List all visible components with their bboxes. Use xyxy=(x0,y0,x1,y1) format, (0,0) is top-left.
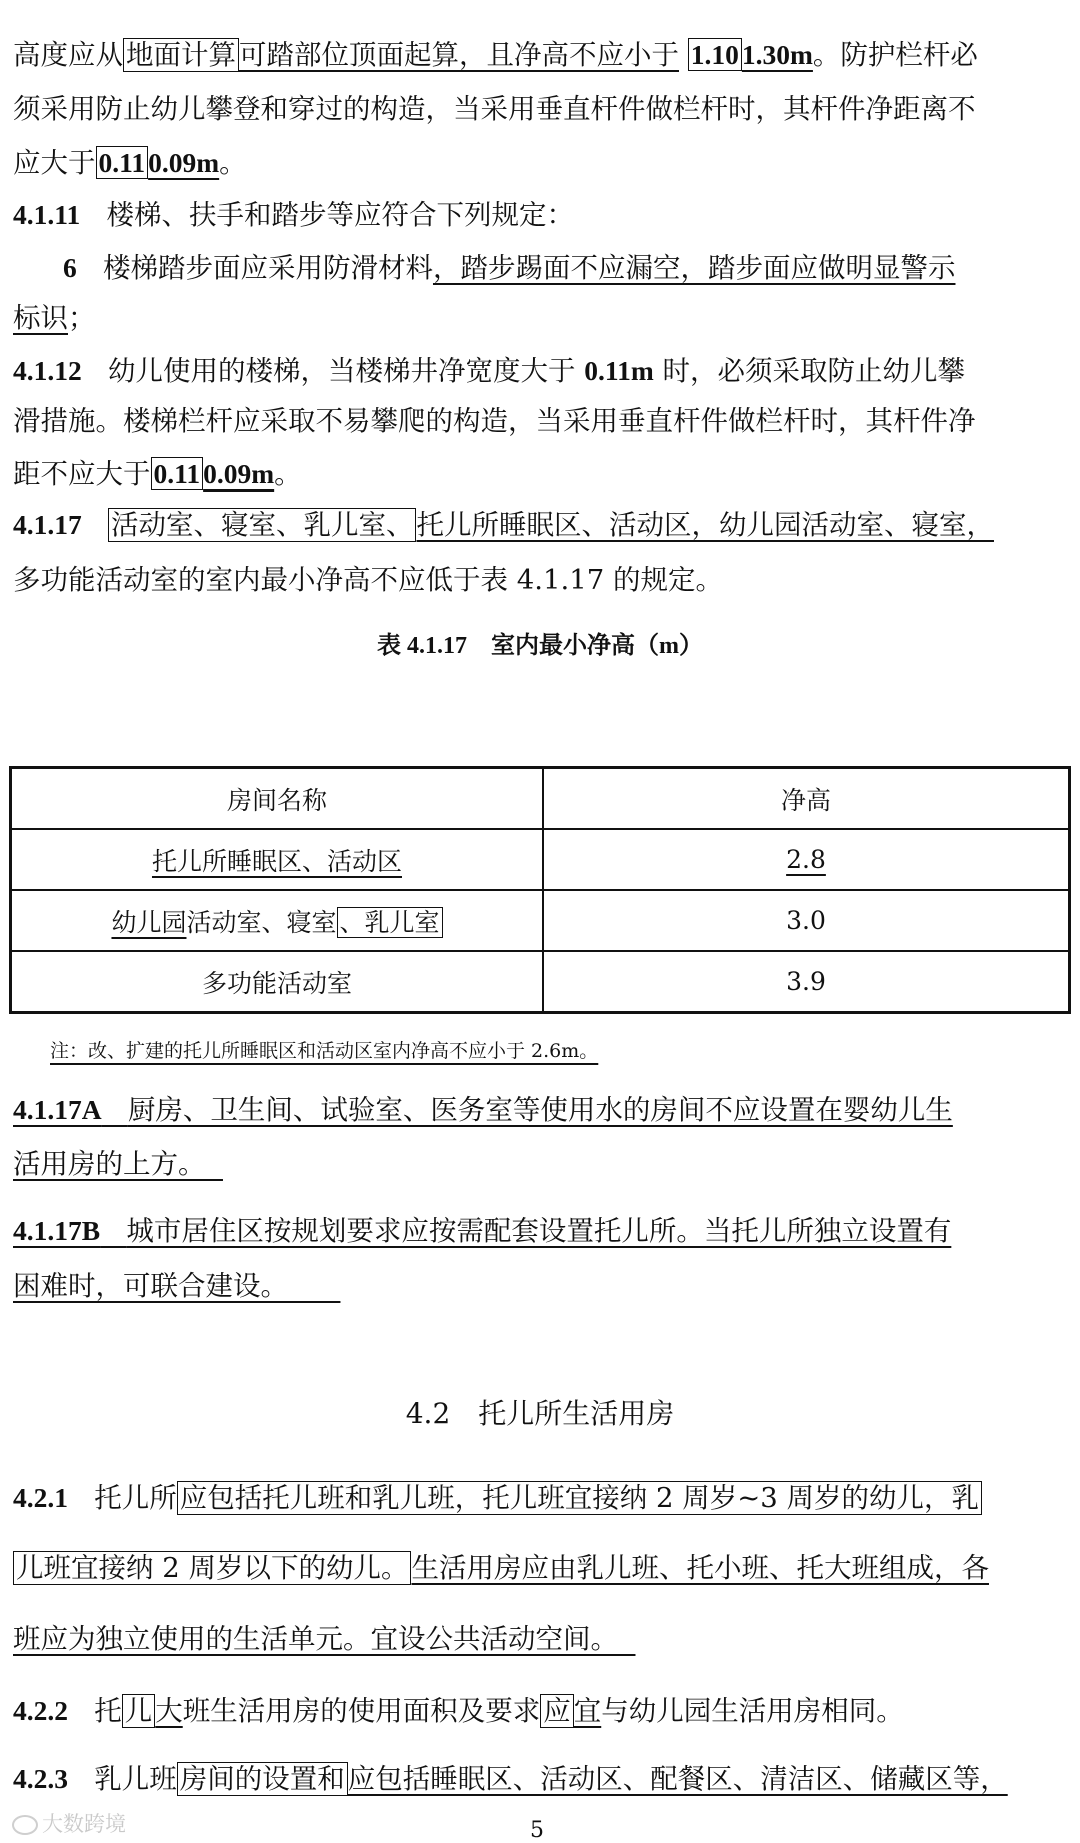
text: 班生活用房的使用面积及要求 xyxy=(182,1695,541,1727)
text: 。 xyxy=(219,147,247,179)
section-heading: 4.2 托儿所生活用房 xyxy=(405,1397,675,1430)
text: 须采用防止幼儿攀登和穿过的构造，当采用垂直杆件做栏杆时，其杆件净距离不 xyxy=(13,93,976,125)
underlined-value: 0.09m xyxy=(203,458,275,489)
boxed-text: 应包括托儿班和乳儿班，托儿班宜接纳 2 周岁~3 周岁的幼儿，乳 xyxy=(177,1481,982,1515)
text: 托 xyxy=(94,1695,122,1727)
text-line xyxy=(13,93,976,126)
underlined-text: 厨房、卫生间、试验室、医务室等使用水的房间不应设置在婴幼儿生 xyxy=(127,1094,953,1126)
cell-text: 活动室、寝室 xyxy=(186,907,337,937)
underlined-text: 班应为独立使用的生活单元。宜设公共活动空间。 xyxy=(13,1623,618,1655)
item-number: 6 xyxy=(63,252,77,283)
text: 乳儿班 xyxy=(94,1763,177,1795)
cell-value: 2.8 xyxy=(786,845,826,874)
underlined-text: 城市居住区按规划要求应按需配套设置托儿所。当托儿所独立设置有 xyxy=(126,1215,952,1247)
text-line xyxy=(13,564,723,597)
min-height-table xyxy=(9,766,1071,1014)
text: 楼梯踏步面应采用防滑材料 xyxy=(102,252,433,284)
cell-text: 托儿所睡眠区、活动区 xyxy=(151,846,402,876)
underlined-value: 1.30m xyxy=(741,39,813,70)
text: 滑措施。楼梯栏杆应采取不易攀爬的构造，当采用垂直杆件做栏杆时，其杆件净 xyxy=(13,405,976,437)
underlined-text: 活用房的上方。 xyxy=(13,1148,206,1180)
value: 0.11m xyxy=(584,355,654,386)
table-row xyxy=(11,829,1070,890)
underlined-text: 可踏部位顶面起算，且净高不应小于 xyxy=(239,39,679,71)
text-line xyxy=(13,1552,989,1585)
underlined-text: 应包括睡眠区、活动区、配餐区、清洁区、储藏区等， xyxy=(347,1763,1008,1795)
boxed-value: 0.11 xyxy=(96,146,149,179)
clause-number: 4.1.12 xyxy=(13,355,82,386)
header-cell: 房间名称 xyxy=(11,768,544,830)
clause-4-1-17b xyxy=(13,1214,951,1248)
watermark-logo-icon xyxy=(12,1815,38,1835)
clause-4-1-12 xyxy=(13,354,965,388)
boxed-text: 房间的设置和 xyxy=(177,1762,348,1796)
text-line xyxy=(13,1148,223,1181)
text-line xyxy=(13,302,96,335)
table-header-row xyxy=(11,768,1070,830)
boxed-text: 儿 xyxy=(122,1694,156,1728)
text: 多功能活动室的室内最小净高不应低于表 4.1.17 的规定。 xyxy=(13,564,723,596)
clause-4-2-3 xyxy=(13,1762,1008,1796)
underlined-text: 生活用房应由乳儿班、托小班、托大班组成，各 xyxy=(411,1552,989,1584)
text-line xyxy=(13,405,976,438)
table-cell: 3.0 xyxy=(543,890,1070,951)
table-note: 注：改、扩建的托儿所睡眠区和活动区室内净高不应小于 2.6m。 xyxy=(50,1040,599,1062)
watermark xyxy=(12,1808,126,1838)
clause-4-1-17 xyxy=(13,508,994,542)
text: 高度应从 xyxy=(13,39,123,71)
cell-text: 幼儿园 xyxy=(111,907,187,937)
page-number: 5 xyxy=(530,1818,544,1843)
watermark-text: 大数跨境 xyxy=(42,1812,126,1836)
underlined-text: 大 xyxy=(155,1695,183,1727)
clause-number: 4.1.17B xyxy=(13,1215,101,1246)
table-cell xyxy=(11,890,544,951)
clause-number: 4.2.3 xyxy=(13,1763,68,1794)
underlined-text: 困难时，可联合建设。 xyxy=(13,1270,288,1302)
clause-item xyxy=(63,251,955,285)
text: 与幼儿园生活用房相同。 xyxy=(601,1695,904,1727)
text: 距不应大于 xyxy=(13,458,151,490)
boxed-cell-text: 、乳儿室 xyxy=(337,907,443,938)
clause-number: 4.1.17A xyxy=(13,1094,102,1125)
table-cell xyxy=(11,829,544,890)
header-cell: 净高 xyxy=(543,768,1070,830)
clause-4-1-17a xyxy=(13,1093,953,1127)
boxed-value: 1.10 xyxy=(688,38,742,71)
boxed-text: 应 xyxy=(540,1694,574,1728)
underlined-text: 托儿所睡眠区、活动区，幼儿园活动室、寝室， xyxy=(416,509,994,541)
text-line xyxy=(13,457,302,491)
table-cell: 3.9 xyxy=(543,951,1070,1013)
text-line xyxy=(13,1623,635,1656)
clause-number: 4.2.2 xyxy=(13,1695,68,1726)
text-line xyxy=(13,1270,340,1303)
text: 。防护栏杆必 xyxy=(812,39,978,71)
text: 应大于 xyxy=(13,147,96,179)
boxed-text: 地面计算 xyxy=(123,38,239,72)
underlined-text: ，踏步踢面不应漏空，踏步面应做明显警示 xyxy=(432,252,956,284)
text-line xyxy=(13,38,978,72)
clause-4-1-11 xyxy=(13,198,574,232)
boxed-text: 活动室、寝室、乳儿室、 xyxy=(108,508,417,542)
text: 时，必须采取防止幼儿攀 xyxy=(662,355,965,387)
table-row xyxy=(11,890,1070,951)
underlined-text: 宜 xyxy=(573,1695,602,1727)
clause-text: 楼梯、扶手和踏步等应符合下列规定： xyxy=(106,199,574,231)
boxed-value: 0.11 xyxy=(151,457,204,490)
text: 幼儿使用的楼梯，当楼梯井净宽度大于 xyxy=(107,355,576,387)
text: 托儿所 xyxy=(94,1482,177,1514)
clause-number: 4.1.17 xyxy=(13,509,82,540)
underlined-text: 标识 xyxy=(13,302,68,334)
underlined-value: 0.09m xyxy=(148,147,220,178)
boxed-text: 儿班宜接纳 2 周岁以下的幼儿。 xyxy=(13,1551,411,1585)
table-cell: 多功能活动室 xyxy=(11,951,544,1013)
table-row xyxy=(11,951,1070,1013)
clause-number: 4.2.1 xyxy=(13,1482,68,1513)
text: ； xyxy=(68,302,96,334)
clause-number: 4.1.11 xyxy=(13,199,81,230)
text-line xyxy=(13,146,247,180)
table-caption: 表 4.1.17 室内最小净高（m） xyxy=(377,633,703,659)
text: 。 xyxy=(274,458,302,490)
table-cell xyxy=(543,829,1070,890)
clause-4-2-1 xyxy=(13,1481,982,1515)
clause-4-2-2 xyxy=(13,1694,904,1728)
